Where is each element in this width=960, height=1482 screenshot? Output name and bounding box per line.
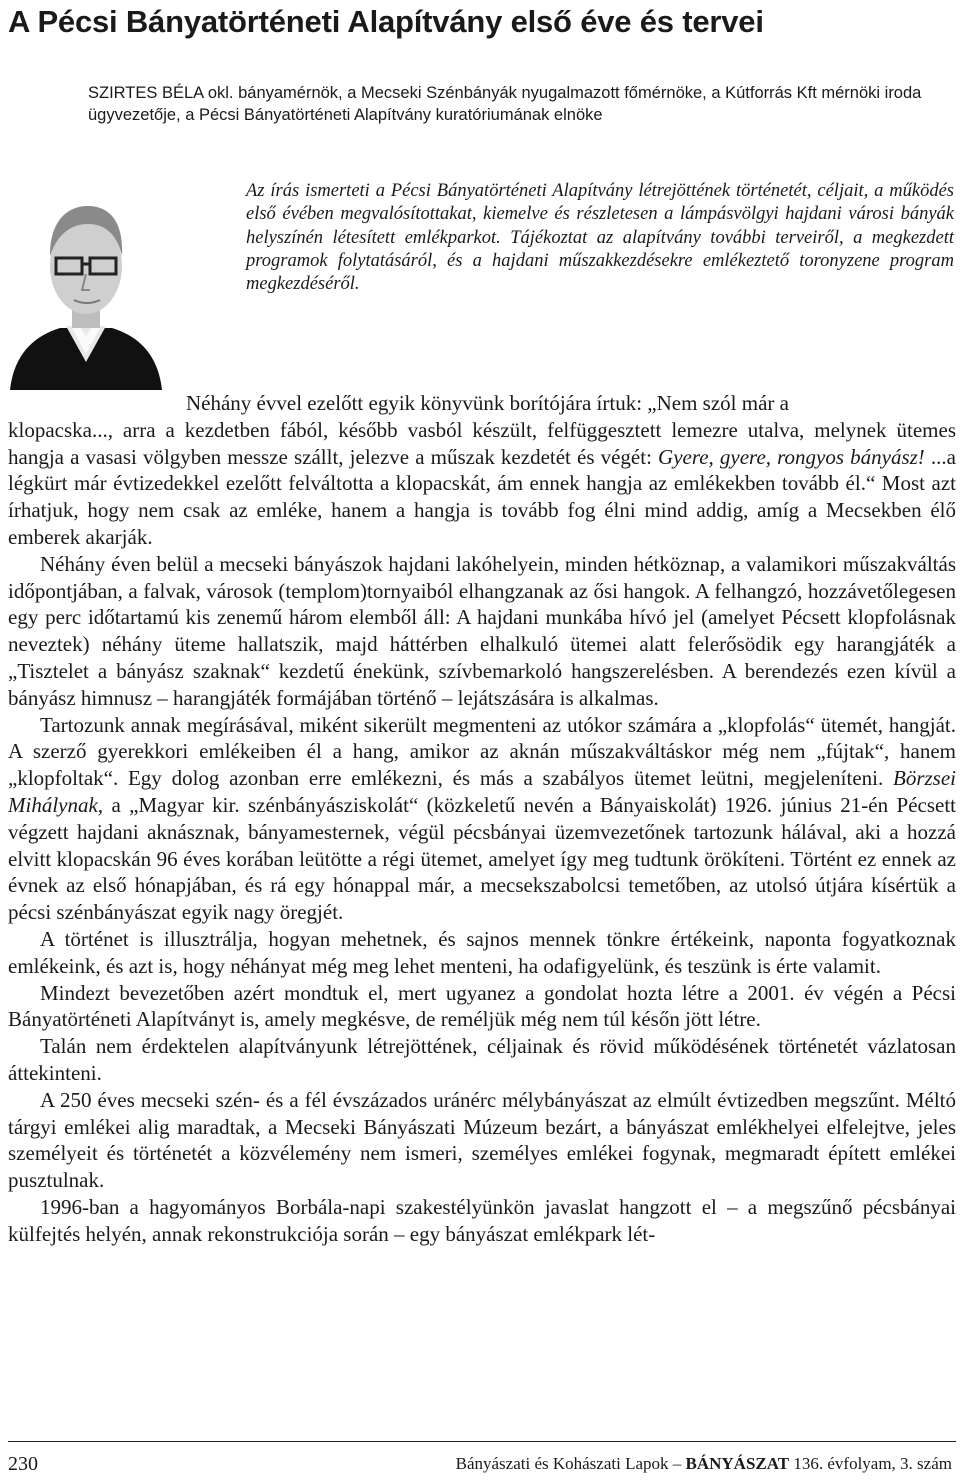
footer-divider — [8, 1441, 956, 1442]
paragraph-text: ...a légkürt már évtizedekkel ezelőtt felváltotta a klopacskát, ám ennek hangja az emlékekben tovább él.“ Most azt írhatjuk, hogy nem csak az emléke, hanem a hangja is tovább fog élni mind addig, amíg a Mecsekben élő emberek akarják. — [8, 444, 956, 549]
paragraph-text: a „Magyar kir. szénbányásziskolát“ (közkeletű nevén a Bányaiskolát) 1926. június 21-én Pécsett végzett hajdani aknásznak, bányamesternek, végül pécsbányai üzemvezetőnek tartozunk hálával, aki a hozzá elvitt klopacskán 96 éves korában leütötte a régi ütemet, amelyet így meg tudtunk örökíteni. Történt ez ennek az évnek az első hónapjában, és rá egy hónappal már, a mecsekszabolcsi temetőben, az utolsó útjára kísértük a pécsi szénbányászat egyik nagy öregjét. — [8, 792, 956, 925]
body-paragraph: 1996-ban a hagyományos Borbála-napi szakestélyünkön javaslat hangzott el – a megszűnő pécsbányai külfejtés helyén, annak rekonstrukciója során – egy bányászat emlékpark lét- — [8, 1194, 956, 1246]
body-paragraph: A 250 éves mecseki szén- és a fél évszázados uránérc mélybányászat az elmúlt évtizedben megszűnt. Méltó tárgyi emlékei alig maradtak, a Mecseki Bányászati Múzeum bezárt, a bányászat emlékhelyei elfelejtve, jeles személyeit és történetét a közvélemény nem ismeri, személyes emlékei fogynak, megmaradt épített emlékei pusztulnak. — [8, 1087, 956, 1193]
journal-citation — [456, 1454, 952, 1474]
body-paragraph — [8, 712, 956, 926]
journal-name: BÁNYÁSZAT — [685, 1454, 790, 1473]
page-number: 230 — [8, 1453, 38, 1475]
abstract — [246, 180, 954, 296]
body-paragraph: A történet is illusztrálja, hogyan mehetnek, és sajnos mennek tönkre értékeink, naponta fogyatkoznak emlékeink, és azt is, hogy néhányat még meg lehet menteni, ha odafigyelünk, és teszünk is érte valamit. — [8, 926, 956, 978]
abstract-text: Az írás ismerteti a Pécsi Bányatörténeti Alapítvány létrejöttének történetét, céljait, a működés első évében megvalósítottakat, kiemelve és részletesen a lámpásvölgyi hajdani városi bányák helyszínén létesített emlékparkot. Tájékoztat az alapítvány további terveiről, a megkezdett programok folytatásáról, és a hajdani műszakkezdésekre emlékeztető toronyzene program megkezdéséről. — [246, 181, 954, 295]
body-paragraph: Mindezt bevezetőben azért mondtuk el, mert ugyanez a gondolat hozta létre a 2001. év végén a Pécsi Bányatörténeti Alapítványt is, amely megkésve, de reméljük még nem túl későn jött létre. — [8, 980, 956, 1032]
body-paragraph: Talán nem érdektelen alapítványunk létrejöttének, céljainak és rövid működésének történetét vázlatosan áttekinteni. — [8, 1034, 956, 1085]
paragraph-text: klopacska..., arra a kezdetben fából, később vasból készült, felfüggesztett lemezre utalva, melynek ütemes hangja a vasasi völgyben messze szállt, jelezve a műszak kezdetét és végét: — [8, 417, 956, 469]
paragraph-lead: Néhány évvel ezelőtt egyik könyvünk borítójára írtuk: „Nem szól már a — [186, 391, 789, 415]
article-body — [8, 390, 956, 1248]
paragraph-text: Tartozunk annak megírásával, miként sikerült megmenteni az utókor számára a „klopfolás“ ütemét, hangját. A szerző gyerekkori emlékeiben él a hang, amikor az aknán műszakváltáskor még nem „fújtak“, hanem „klopfoltak“. Egy dolog azonban erre emlékezni, és más a szabályos ütemet leütni, megjeleníteni. — [8, 712, 956, 791]
body-paragraph: Néhány éven belül a mecseki bányászok hajdani lakóhelyein, minden hétköznap, a valamikori műszakváltás időpontjában, a falvak, városok (templom)tornyaiból elhangzanak az ősi hangok. A felhangzó, hozzávetőlegesen egy perc időtartamú kis zenemű három elemből áll: A hajdani munkába hívó jel (amelyet Pécsett klopfolásnak neveztek) néhány üteme hallatszik, majd háttérben elhalkuló ütemei alatt felerősödik egy harangjáték a „Tisztelet a bányász szaknak“ kezdetű énekünk, szívbemarkoló hangszerelésben. A berendezés ezen kívül a bányász himnusz – harangjáték formájában történő – lejátszására is alkalmas. — [8, 551, 956, 710]
author-portrait — [8, 186, 164, 390]
journal-issue: 136. évfolyam, 3. szám — [789, 1454, 952, 1473]
article-title: A Pécsi Bányatörténeti Alapítvány első éve és tervei — [8, 4, 764, 39]
journal-prefix: Bányászati és Kohászati Lapok – — [455, 1454, 686, 1473]
author-affiliation: SZIRTES BÉLA okl. bányamérnök, a Mecseki Szénbányák nyugalmazott főmérnöke, a Kútforrás Kft mérnöki iroda ügyvezetője, a Pécsi Bányatörténeti Alapítvány kuratóriumának elnöke — [88, 84, 922, 124]
quoted-call: Gyere, gyere, rongyos bányász! — [658, 444, 925, 469]
body-paragraph — [8, 390, 956, 551]
person-name: Börzsei Mihálynak, — [8, 766, 956, 817]
